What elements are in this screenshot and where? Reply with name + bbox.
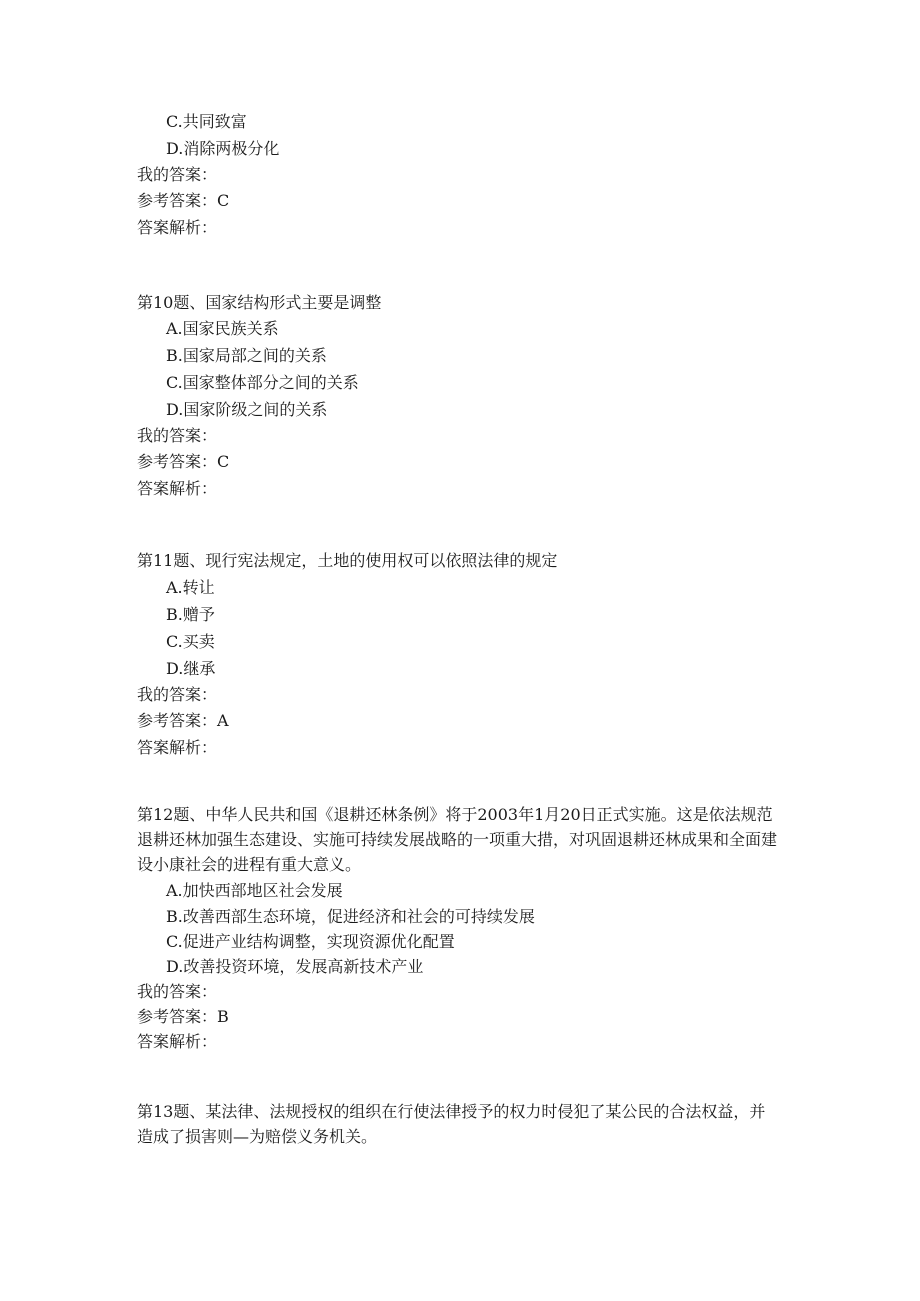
q11-option-b: B.赠予 (166, 605, 215, 624)
q13-stem: 第13题、某法律、法规授权的组织在行使法律授予的权力时侵犯了某公民的合法权益，并造成了损害则—为赔偿义务机关。 (137, 1102, 766, 1146)
q12-stem: 第12题、中华人民共和国《退耕还林条例》将于2003年1月20日正式实施。这是依法规范退耕还林加强生态建设、实施可持续发展战略的一项重大措，对巩固退耕还林成果和全面建设小康社会的进程有重大意义。 (137, 805, 778, 874)
q10-reference-answer: 参考答案：C (137, 452, 230, 471)
q11-answer-analysis: 答案解析： (137, 738, 218, 757)
q11-option-a: A.转让 (166, 578, 215, 597)
q12-my-answer: 我的答案： (137, 982, 218, 1001)
q12-reference-answer: 参考答案：B (137, 1007, 229, 1026)
q10-option-c: C.国家整体部分之间的关系 (166, 373, 359, 392)
q10-answer-analysis: 答案解析： (137, 479, 218, 498)
q10-option-d: D.国家阶级之间的关系 (166, 400, 328, 419)
q11-my-answer: 我的答案： (137, 685, 218, 704)
q12-option-d: D.改善投资环境，发展高新技术产业 (166, 957, 424, 976)
q11-stem: 第11题、现行宪法规定，土地的使用权可以依照法律的规定 (137, 551, 558, 570)
q9-answer-analysis: 答案解析： (137, 218, 218, 237)
q11-option-c: C.买卖 (166, 632, 215, 651)
q10-stem: 第10题、国家结构形式主要是调整 (137, 293, 382, 312)
q12-answer-analysis: 答案解析： (137, 1032, 218, 1051)
q10-option-a: A.国家民族关系 (166, 319, 279, 338)
q10-my-answer: 我的答案： (137, 426, 218, 445)
q9-option-d: D.消除两极分化 (166, 139, 280, 158)
q9-my-answer: 我的答案： (137, 165, 218, 184)
q11-reference-answer: 参考答案：A (137, 711, 229, 730)
q12-option-b: B.改善西部生态环境，促进经济和社会的可持续发展 (166, 907, 535, 926)
q10-option-b: B.国家局部之间的关系 (166, 346, 327, 365)
q11-option-d: D.继承 (166, 659, 216, 678)
q9-option-c: C.共同致富 (166, 112, 247, 131)
q9-reference-answer: 参考答案：C (137, 191, 230, 210)
q12-option-c: C.促进产业结构调整，实现资源优化配置 (166, 932, 455, 951)
q12-option-a: A.加快西部地区社会发展 (166, 881, 343, 900)
